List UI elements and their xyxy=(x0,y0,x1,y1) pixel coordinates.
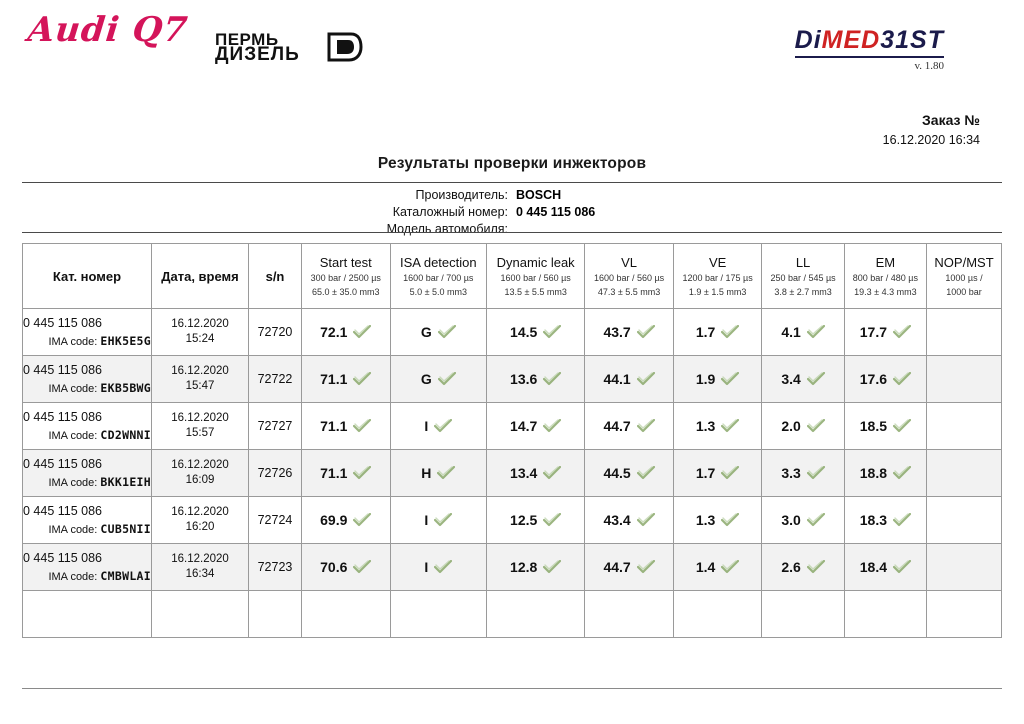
cell-date-time xyxy=(152,497,249,544)
cell-isa-detection xyxy=(390,403,487,450)
cell-cat-number xyxy=(23,591,152,638)
col-ll-sub2: 3.8 ± 2.7 mm3 xyxy=(774,286,832,297)
check-mark-icon xyxy=(438,372,456,386)
catalog-number-value: 0 445 115 086 xyxy=(516,205,596,219)
dimed-suffix: 31ST xyxy=(880,26,944,54)
col-vl xyxy=(585,244,674,309)
cell-start-test xyxy=(302,497,391,544)
cell-date-time xyxy=(152,356,249,403)
table-row xyxy=(23,356,1002,403)
start-test-value: 69.9 xyxy=(320,512,348,528)
col-dynamic-leak-sub2: 13.5 ± 5.5 mm3 xyxy=(504,286,567,297)
cell-date-time xyxy=(152,403,249,450)
manufacturer-value: BOSCH xyxy=(516,188,562,202)
check-mark-icon xyxy=(353,466,371,480)
ve-value: 1.7 xyxy=(695,324,716,340)
em-value: 18.4 xyxy=(859,559,887,575)
ima-code-line: IMA code: CUB5NII xyxy=(48,521,151,536)
check-mark-icon xyxy=(893,419,911,433)
isa-detection-value: I xyxy=(424,512,429,528)
software-version: v. 1.80 xyxy=(914,60,944,72)
check-mark-icon xyxy=(438,325,456,339)
cell-em xyxy=(844,450,926,497)
cell-vl xyxy=(585,309,674,356)
time-value: 15:57 xyxy=(185,427,215,439)
ima-code-value: CUB5NII xyxy=(100,521,151,536)
table-row xyxy=(23,309,1002,356)
ll-value: 2.6 xyxy=(781,559,801,575)
check-mark-icon xyxy=(893,372,911,386)
date-value: 16.12.2020 xyxy=(171,506,229,518)
check-mark-icon xyxy=(893,513,911,527)
ima-code-line: IMA code: EHK5E5G xyxy=(48,333,151,348)
col-nop-mst-sub2: 1000 bar xyxy=(946,286,982,297)
isa-detection-value: I xyxy=(424,418,429,434)
cell-ve xyxy=(673,591,762,638)
meta-row xyxy=(0,221,1024,237)
cell-start-test xyxy=(302,450,391,497)
dynamic-leak-value: 12.5 xyxy=(510,512,538,528)
cell-cat-number xyxy=(23,544,152,591)
check-mark-icon xyxy=(543,466,561,480)
isa-detection-value: G xyxy=(420,324,432,340)
cell-cat-number xyxy=(23,450,152,497)
ima-code-value: BKK1EIH xyxy=(100,474,151,489)
ll-value: 2.0 xyxy=(781,418,801,434)
check-mark-icon xyxy=(807,513,825,527)
cell-ll xyxy=(762,591,844,638)
time-value: 15:24 xyxy=(185,333,215,345)
results-table-body xyxy=(23,309,1002,638)
cat-number-value: 0 445 115 086 xyxy=(23,315,103,330)
cell-dynamic-leak xyxy=(487,356,585,403)
footer-divider xyxy=(22,688,1002,689)
check-mark-icon xyxy=(721,419,739,433)
col-vl-label: VL xyxy=(621,254,638,270)
cell-vl xyxy=(585,544,674,591)
cell-isa-detection xyxy=(390,497,487,544)
check-mark-icon xyxy=(721,513,739,527)
results-table-head xyxy=(23,244,1002,309)
ll-value: 3.3 xyxy=(781,465,801,481)
cell-ve xyxy=(673,497,762,544)
cell-nop-mst xyxy=(927,356,1002,403)
col-isa-detection-sub1: 1600 bar / 700 µs xyxy=(403,272,474,283)
col-vl-sub2: 47.3 ± 5.5 mm3 xyxy=(597,286,661,297)
cell-ll xyxy=(762,544,844,591)
ll-value: 4.1 xyxy=(781,324,801,340)
cell-ve xyxy=(673,544,762,591)
vl-value: 43.4 xyxy=(603,512,631,528)
col-em-label: EM xyxy=(875,254,896,270)
cell-vl xyxy=(585,403,674,450)
check-mark-icon xyxy=(543,513,561,527)
cell-serial-number: 72726 xyxy=(249,450,302,497)
cell-ll xyxy=(762,309,844,356)
isa-detection-value: G xyxy=(420,371,432,387)
ve-value: 1.3 xyxy=(695,418,716,434)
time-value: 16:09 xyxy=(185,474,215,486)
cell-nop-mst xyxy=(927,403,1002,450)
date-value: 16.12.2020 xyxy=(171,365,229,377)
cell-serial-number: 72722 xyxy=(249,356,302,403)
col-ve-sub2: 1.9 ± 1.5 mm3 xyxy=(688,286,747,297)
cell-ll xyxy=(762,450,844,497)
check-mark-icon xyxy=(637,513,655,527)
ima-code-value: CMBWLAI xyxy=(100,568,151,583)
check-mark-icon xyxy=(543,560,561,574)
start-test-value: 70.6 xyxy=(320,559,348,575)
vehicle-model-label: Модель автомобиля: xyxy=(386,222,508,236)
ima-code-line: IMA code: EKB5BWG xyxy=(48,380,151,395)
col-em-sub1: 800 bar / 480 µs xyxy=(852,272,918,283)
cat-number-value: 0 445 115 086 xyxy=(23,550,103,565)
col-isa-detection-sub2: 5.0 ± 5.0 mm3 xyxy=(409,286,468,297)
ll-value: 3.4 xyxy=(781,371,801,387)
cell-em xyxy=(844,403,926,450)
cell-isa-detection xyxy=(390,450,487,497)
check-mark-icon xyxy=(434,419,452,433)
table-header-row xyxy=(23,244,1002,309)
cell-vl xyxy=(585,591,674,638)
check-mark-icon xyxy=(353,419,371,433)
vehicle-model-value xyxy=(516,221,776,237)
cat-number-value: 0 445 115 086 xyxy=(23,503,103,518)
ll-value: 3.0 xyxy=(781,512,801,528)
cell-cat-number xyxy=(23,403,152,450)
col-date-time xyxy=(152,244,249,309)
meta-block xyxy=(0,187,1024,238)
catalog-number-label: Каталожный номер: xyxy=(392,205,508,219)
check-mark-icon xyxy=(807,419,825,433)
ima-code-line: IMA code: CMBWLAI xyxy=(48,568,151,583)
cat-number-value: 0 445 115 086 xyxy=(23,456,103,471)
cell-serial-number: 72727 xyxy=(249,403,302,450)
col-ll-sub1: 250 bar / 545 µs xyxy=(770,272,836,283)
dynamic-leak-value: 13.6 xyxy=(510,371,538,387)
cell-ve xyxy=(673,356,762,403)
check-mark-icon xyxy=(637,325,655,339)
cell-em xyxy=(844,497,926,544)
col-isa-detection-label: ISA detection xyxy=(399,254,477,270)
header-divider xyxy=(22,182,1002,183)
table-row xyxy=(23,544,1002,591)
col-start-test-sub1: 300 bar / 2500 µs xyxy=(310,272,381,283)
cell-em xyxy=(844,309,926,356)
col-nop-mst xyxy=(927,244,1002,309)
col-start-test-sub2: 65.0 ± 35.0 mm3 xyxy=(312,286,380,297)
cell-serial-number: 72723 xyxy=(249,544,302,591)
vl-value: 43.7 xyxy=(603,324,631,340)
cell-dynamic-leak xyxy=(487,309,585,356)
table-row xyxy=(23,403,1002,450)
col-start-test-label: Start test xyxy=(319,254,372,270)
date-value: 16.12.2020 xyxy=(171,459,229,471)
meta-row xyxy=(0,187,1024,203)
cell-cat-number xyxy=(23,356,152,403)
manufacturer-label: Производитель: xyxy=(415,188,508,202)
cell-ve xyxy=(673,403,762,450)
vl-value: 44.7 xyxy=(603,559,631,575)
check-mark-icon xyxy=(637,466,655,480)
ima-code-value: EKB5BWG xyxy=(100,380,151,395)
cell-nop-mst xyxy=(927,544,1002,591)
col-em xyxy=(844,244,926,309)
dimed-prefix: Di xyxy=(794,26,822,54)
check-mark-icon xyxy=(637,372,655,386)
isa-detection-value: H xyxy=(421,465,432,481)
ve-value: 1.4 xyxy=(695,559,716,575)
cell-dynamic-leak xyxy=(487,544,585,591)
cell-start-test xyxy=(302,309,391,356)
check-mark-icon xyxy=(543,372,561,386)
cell-ve xyxy=(673,309,762,356)
cat-number-value xyxy=(23,597,151,613)
cat-number-value: 0 445 115 086 xyxy=(23,362,103,377)
order-datetime: 16.12.2020 16:34 xyxy=(882,133,980,147)
time-value: 16:20 xyxy=(185,521,215,533)
check-mark-icon xyxy=(437,466,455,480)
check-mark-icon xyxy=(543,419,561,433)
date-value: 16.12.2020 xyxy=(171,318,229,330)
meta-row xyxy=(0,204,1024,220)
cell-date-time xyxy=(152,591,249,638)
vl-value: 44.7 xyxy=(603,418,631,434)
col-dynamic-leak xyxy=(487,244,585,309)
time-value: 15:47 xyxy=(185,380,215,392)
start-test-value: 71.1 xyxy=(320,371,348,387)
cell-ll xyxy=(762,497,844,544)
isa-detection-value: I xyxy=(424,559,429,575)
check-mark-icon xyxy=(353,560,371,574)
check-mark-icon xyxy=(353,325,371,339)
col-vl-sub1: 1600 bar / 560 µs xyxy=(593,272,665,283)
em-value: 17.6 xyxy=(859,371,887,387)
col-serial-number xyxy=(249,244,302,309)
check-mark-icon xyxy=(721,466,739,480)
start-test-value: 71.1 xyxy=(320,418,348,434)
cell-vl xyxy=(585,356,674,403)
check-mark-icon xyxy=(353,372,371,386)
col-nop-mst-label: NOP/MST xyxy=(934,254,994,270)
col-isa-detection xyxy=(390,244,487,309)
check-mark-icon xyxy=(721,560,739,574)
vl-value: 44.1 xyxy=(603,371,631,387)
check-mark-icon xyxy=(543,325,561,339)
perm-logo-line1: ПЕРМЬ xyxy=(215,30,279,49)
cell-vl xyxy=(585,497,674,544)
check-mark-icon xyxy=(434,513,452,527)
check-mark-icon xyxy=(637,560,655,574)
check-mark-icon xyxy=(807,325,825,339)
check-mark-icon xyxy=(353,513,371,527)
cell-serial-number xyxy=(249,591,302,638)
ima-code-value: CD2WNNI xyxy=(100,427,151,442)
col-cat-number xyxy=(23,244,152,309)
cell-start-test xyxy=(302,403,391,450)
col-dynamic-leak-label: Dynamic leak xyxy=(496,254,575,270)
table-row xyxy=(23,450,1002,497)
cell-serial-number: 72724 xyxy=(249,497,302,544)
em-value: 17.7 xyxy=(859,324,887,340)
cell-ll xyxy=(762,403,844,450)
check-mark-icon xyxy=(893,466,911,480)
col-ve xyxy=(673,244,762,309)
ima-code-value: EHK5E5G xyxy=(100,333,151,348)
cell-date-time xyxy=(152,309,249,356)
cell-nop-mst xyxy=(927,497,1002,544)
ve-value: 1.7 xyxy=(695,465,716,481)
cell-em xyxy=(844,544,926,591)
start-test-value: 72.1 xyxy=(320,324,348,340)
ve-value: 1.3 xyxy=(695,512,716,528)
col-ll xyxy=(762,244,844,309)
ima-code-line: IMA code: BKK1EIH xyxy=(48,474,151,489)
cell-cat-number xyxy=(23,497,152,544)
document-header xyxy=(0,0,1024,96)
cell-nop-mst xyxy=(927,591,1002,638)
check-mark-icon xyxy=(807,466,825,480)
cell-date-time xyxy=(152,544,249,591)
perm-diesel-logo xyxy=(215,30,300,65)
cell-cat-number xyxy=(23,309,152,356)
dimed-brand-logo xyxy=(795,26,944,58)
check-mark-icon xyxy=(637,419,655,433)
table-row xyxy=(23,591,1002,638)
check-mark-icon xyxy=(893,325,911,339)
cell-isa-detection xyxy=(390,356,487,403)
check-mark-icon xyxy=(807,560,825,574)
em-value: 18.5 xyxy=(859,418,887,434)
check-mark-icon xyxy=(721,325,739,339)
col-ve-label: VE xyxy=(708,254,727,270)
col-cat-number-label: Кат. номер xyxy=(52,268,122,284)
order-block xyxy=(883,112,980,147)
col-nop-mst-sub1: 1000 µs / xyxy=(945,272,983,283)
cell-serial-number: 72720 xyxy=(249,309,302,356)
perm-diesel-mark-icon xyxy=(327,32,363,62)
dynamic-leak-value: 12.8 xyxy=(510,559,538,575)
cell-vl xyxy=(585,450,674,497)
cell-ll xyxy=(762,356,844,403)
cell-ve xyxy=(673,450,762,497)
cell-nop-mst xyxy=(927,309,1002,356)
cell-dynamic-leak xyxy=(487,497,585,544)
cell-dynamic-leak xyxy=(487,403,585,450)
dynamic-leak-value: 14.5 xyxy=(510,324,538,340)
cell-isa-detection xyxy=(390,544,487,591)
cell-em xyxy=(844,356,926,403)
start-test-value: 71.1 xyxy=(320,465,348,481)
em-value: 18.3 xyxy=(859,512,887,528)
results-table xyxy=(22,243,1002,638)
date-value: 16.12.2020 xyxy=(171,553,229,565)
col-serial-number-label: s/n xyxy=(265,268,285,284)
cell-isa-detection xyxy=(390,591,487,638)
audi-q7-logo: Audi Q7 xyxy=(25,10,191,50)
em-value: 18.8 xyxy=(859,465,887,481)
col-dynamic-leak-sub1: 1600 bar / 560 µs xyxy=(500,272,571,283)
order-number-label: Заказ № xyxy=(922,112,980,128)
dynamic-leak-value: 14.7 xyxy=(510,418,538,434)
cell-dynamic-leak xyxy=(487,450,585,497)
cell-nop-mst xyxy=(927,450,1002,497)
cell-dynamic-leak xyxy=(487,591,585,638)
page-title: Результаты проверки инжекторов xyxy=(377,155,647,172)
cell-date-time xyxy=(152,450,249,497)
col-date-time-label: Дата, время xyxy=(161,268,239,284)
dynamic-leak-value: 13.4 xyxy=(510,465,538,481)
date-value: 16.12.2020 xyxy=(171,412,229,424)
cell-isa-detection xyxy=(390,309,487,356)
table-row xyxy=(23,497,1002,544)
col-ll-label: LL xyxy=(795,254,811,270)
check-mark-icon xyxy=(434,560,452,574)
cat-number-value: 0 445 115 086 xyxy=(23,409,103,424)
time-value: 16:34 xyxy=(185,568,215,580)
cell-start-test xyxy=(302,356,391,403)
perm-logo-line2: ДИЗЕЛЬ xyxy=(215,44,300,65)
ima-code-line: IMA code: CD2WNNI xyxy=(48,427,151,442)
vl-value: 44.5 xyxy=(603,465,631,481)
ve-value: 1.9 xyxy=(695,371,716,387)
col-em-sub2: 19.3 ± 4.3 mm3 xyxy=(854,286,917,297)
cell-em xyxy=(844,591,926,638)
col-start-test xyxy=(302,244,391,309)
col-ve-sub1: 1200 bar / 175 µs xyxy=(682,272,753,283)
dimed-highlight: MED xyxy=(821,26,881,54)
cell-start-test xyxy=(302,544,391,591)
cell-start-test xyxy=(302,591,391,638)
check-mark-icon xyxy=(893,560,911,574)
check-mark-icon xyxy=(807,372,825,386)
check-mark-icon xyxy=(721,372,739,386)
meta-divider xyxy=(22,232,1002,233)
